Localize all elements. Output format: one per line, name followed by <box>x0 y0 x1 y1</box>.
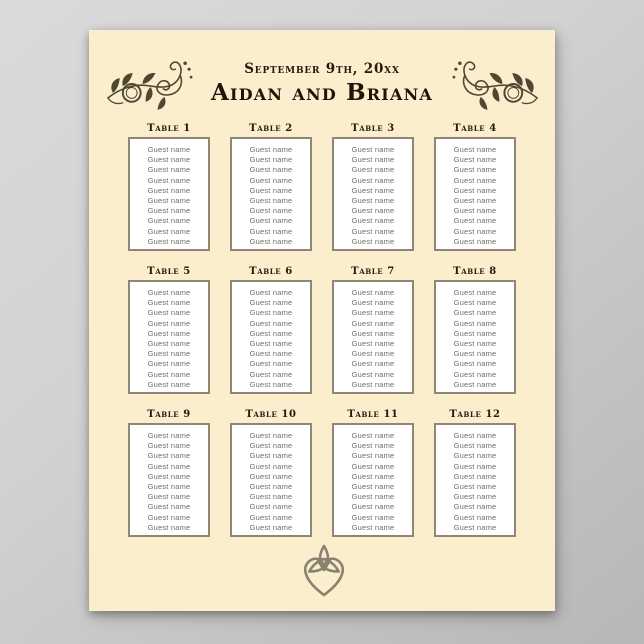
table-title: Table 9 <box>147 409 191 420</box>
guest-name: Guest name <box>453 298 497 308</box>
guest-name: Guest name <box>147 492 191 502</box>
guest-list <box>332 423 414 537</box>
table-title: Table 4 <box>453 123 497 134</box>
guest-name: Guest name <box>249 145 293 154</box>
guest-name: Guest name <box>249 236 293 246</box>
guest-name: Guest name <box>351 369 395 379</box>
guest-list <box>128 280 210 394</box>
guest-name: Guest name <box>249 196 293 206</box>
guest-name: Guest name <box>453 236 497 246</box>
table-card <box>118 408 220 537</box>
table-card <box>118 122 220 251</box>
table-title: Table 10 <box>245 409 297 420</box>
guest-name: Guest name <box>453 165 497 175</box>
guest-name: Guest name <box>147 185 191 195</box>
guest-name: Guest name <box>249 288 293 297</box>
table-title: Table 11 <box>347 409 399 420</box>
guest-name: Guest name <box>147 206 191 216</box>
guest-name: Guest name <box>453 359 497 369</box>
guest-list <box>332 280 414 394</box>
guest-name: Guest name <box>249 298 293 308</box>
guest-name: Guest name <box>351 512 395 522</box>
guest-name: Guest name <box>351 471 395 481</box>
guest-name: Guest name <box>453 471 497 481</box>
seating-chart-poster <box>89 30 555 611</box>
guest-name: Guest name <box>249 512 293 522</box>
guest-name: Guest name <box>147 226 191 236</box>
guest-name: Guest name <box>453 492 497 502</box>
guest-name: Guest name <box>147 318 191 328</box>
guest-name: Guest name <box>351 461 395 471</box>
guest-name: Guest name <box>147 482 191 492</box>
guest-name: Guest name <box>351 216 395 226</box>
guest-name: Guest name <box>453 512 497 522</box>
table-title: Table 2 <box>249 123 293 134</box>
guest-name: Guest name <box>351 145 395 154</box>
guest-name: Guest name <box>249 226 293 236</box>
guest-name: Guest name <box>351 318 395 328</box>
guest-name: Guest name <box>249 175 293 185</box>
guest-list <box>434 137 516 251</box>
guest-name: Guest name <box>351 165 395 175</box>
guest-name: Guest name <box>249 206 293 216</box>
guest-name: Guest name <box>351 349 395 359</box>
table-card <box>118 265 220 394</box>
guest-name: Guest name <box>147 236 191 246</box>
guest-name: Guest name <box>453 328 497 338</box>
guest-name: Guest name <box>147 461 191 471</box>
guest-name: Guest name <box>147 471 191 481</box>
guest-name: Guest name <box>453 145 497 154</box>
guest-name: Guest name <box>453 431 497 440</box>
guest-name: Guest name <box>351 175 395 185</box>
guest-name: Guest name <box>147 451 191 461</box>
guest-name: Guest name <box>351 502 395 512</box>
guest-name: Guest name <box>147 155 191 165</box>
guest-name: Guest name <box>147 502 191 512</box>
guest-name: Guest name <box>147 196 191 206</box>
guest-name: Guest name <box>351 226 395 236</box>
table-card <box>424 265 526 394</box>
guest-list <box>128 423 210 537</box>
guest-name: Guest name <box>249 461 293 471</box>
guest-name: Guest name <box>453 226 497 236</box>
guest-name: Guest name <box>453 379 497 389</box>
guest-name: Guest name <box>351 359 395 369</box>
guest-name: Guest name <box>147 379 191 389</box>
guest-name: Guest name <box>249 328 293 338</box>
guest-name: Guest name <box>249 185 293 195</box>
guest-name: Guest name <box>249 451 293 461</box>
guest-name: Guest name <box>453 155 497 165</box>
guest-name: Guest name <box>147 369 191 379</box>
celtic-trinity-heart-knot-icon <box>294 543 354 599</box>
guest-name: Guest name <box>147 349 191 359</box>
guest-name: Guest name <box>249 492 293 502</box>
table-title: Table 12 <box>449 409 501 420</box>
table-title: Table 7 <box>351 266 395 277</box>
guest-name: Guest name <box>147 431 191 440</box>
guest-name: Guest name <box>453 308 497 318</box>
guest-name: Guest name <box>249 216 293 226</box>
guest-name: Guest name <box>351 196 395 206</box>
guest-name: Guest name <box>249 522 293 532</box>
table-title: Table 5 <box>147 266 191 277</box>
guest-list <box>332 137 414 251</box>
guest-name: Guest name <box>351 339 395 349</box>
guest-name: Guest name <box>351 308 395 318</box>
event-date: September 9th, 20xx <box>244 61 400 77</box>
guest-name: Guest name <box>351 492 395 502</box>
guest-list <box>230 137 312 251</box>
guest-name: Guest name <box>453 522 497 532</box>
guest-name: Guest name <box>147 165 191 175</box>
guest-name: Guest name <box>453 216 497 226</box>
table-title: Table 8 <box>453 266 497 277</box>
guest-name: Guest name <box>147 441 191 451</box>
guest-name: Guest name <box>453 288 497 297</box>
table-card <box>322 408 424 537</box>
table-card <box>220 122 322 251</box>
guest-list <box>128 137 210 251</box>
guest-name: Guest name <box>453 502 497 512</box>
table-title: Table 1 <box>147 123 191 134</box>
guest-name: Guest name <box>453 196 497 206</box>
guest-name: Guest name <box>147 145 191 154</box>
guest-name: Guest name <box>249 431 293 440</box>
guest-name: Guest name <box>351 288 395 297</box>
guest-name: Guest name <box>147 339 191 349</box>
guest-name: Guest name <box>351 185 395 195</box>
guest-name: Guest name <box>249 308 293 318</box>
guest-name: Guest name <box>249 369 293 379</box>
guest-name: Guest name <box>453 451 497 461</box>
table-card <box>220 265 322 394</box>
guest-name: Guest name <box>249 318 293 328</box>
guest-name: Guest name <box>453 369 497 379</box>
guest-name: Guest name <box>351 298 395 308</box>
guest-name: Guest name <box>453 175 497 185</box>
guest-name: Guest name <box>351 431 395 440</box>
guest-name: Guest name <box>351 482 395 492</box>
table-card <box>220 408 322 537</box>
guest-list <box>230 280 312 394</box>
guest-name: Guest name <box>453 318 497 328</box>
seating-grid <box>118 122 526 537</box>
table-card <box>424 408 526 537</box>
guest-list <box>434 280 516 394</box>
guest-name: Guest name <box>249 349 293 359</box>
guest-name: Guest name <box>249 339 293 349</box>
table-title: Table 6 <box>249 266 293 277</box>
guest-list <box>230 423 312 537</box>
guest-name: Guest name <box>147 175 191 185</box>
guest-name: Guest name <box>351 441 395 451</box>
guest-name: Guest name <box>249 379 293 389</box>
guest-name: Guest name <box>351 379 395 389</box>
guest-name: Guest name <box>453 482 497 492</box>
guest-name: Guest name <box>351 451 395 461</box>
table-card <box>322 122 424 251</box>
guest-name: Guest name <box>147 359 191 369</box>
guest-name: Guest name <box>351 155 395 165</box>
guest-name: Guest name <box>147 298 191 308</box>
guest-name: Guest name <box>453 349 497 359</box>
guest-name: Guest name <box>249 471 293 481</box>
guest-name: Guest name <box>453 206 497 216</box>
guest-name: Guest name <box>147 288 191 297</box>
guest-name: Guest name <box>147 522 191 532</box>
guest-name: Guest name <box>351 206 395 216</box>
guest-name: Guest name <box>351 328 395 338</box>
table-card <box>424 122 526 251</box>
guest-name: Guest name <box>249 482 293 492</box>
guest-name: Guest name <box>147 512 191 522</box>
guest-name: Guest name <box>453 461 497 471</box>
couple-names: Aidan and Briana <box>210 79 434 106</box>
guest-list <box>434 423 516 537</box>
guest-name: Guest name <box>453 339 497 349</box>
guest-name: Guest name <box>147 216 191 226</box>
table-title: Table 3 <box>351 123 395 134</box>
guest-name: Guest name <box>249 165 293 175</box>
guest-name: Guest name <box>351 522 395 532</box>
guest-name: Guest name <box>453 185 497 195</box>
guest-name: Guest name <box>249 359 293 369</box>
guest-name: Guest name <box>453 441 497 451</box>
guest-name: Guest name <box>147 308 191 318</box>
guest-name: Guest name <box>351 236 395 246</box>
table-card <box>322 265 424 394</box>
guest-name: Guest name <box>147 328 191 338</box>
guest-name: Guest name <box>249 155 293 165</box>
guest-name: Guest name <box>249 502 293 512</box>
guest-name: Guest name <box>249 441 293 451</box>
